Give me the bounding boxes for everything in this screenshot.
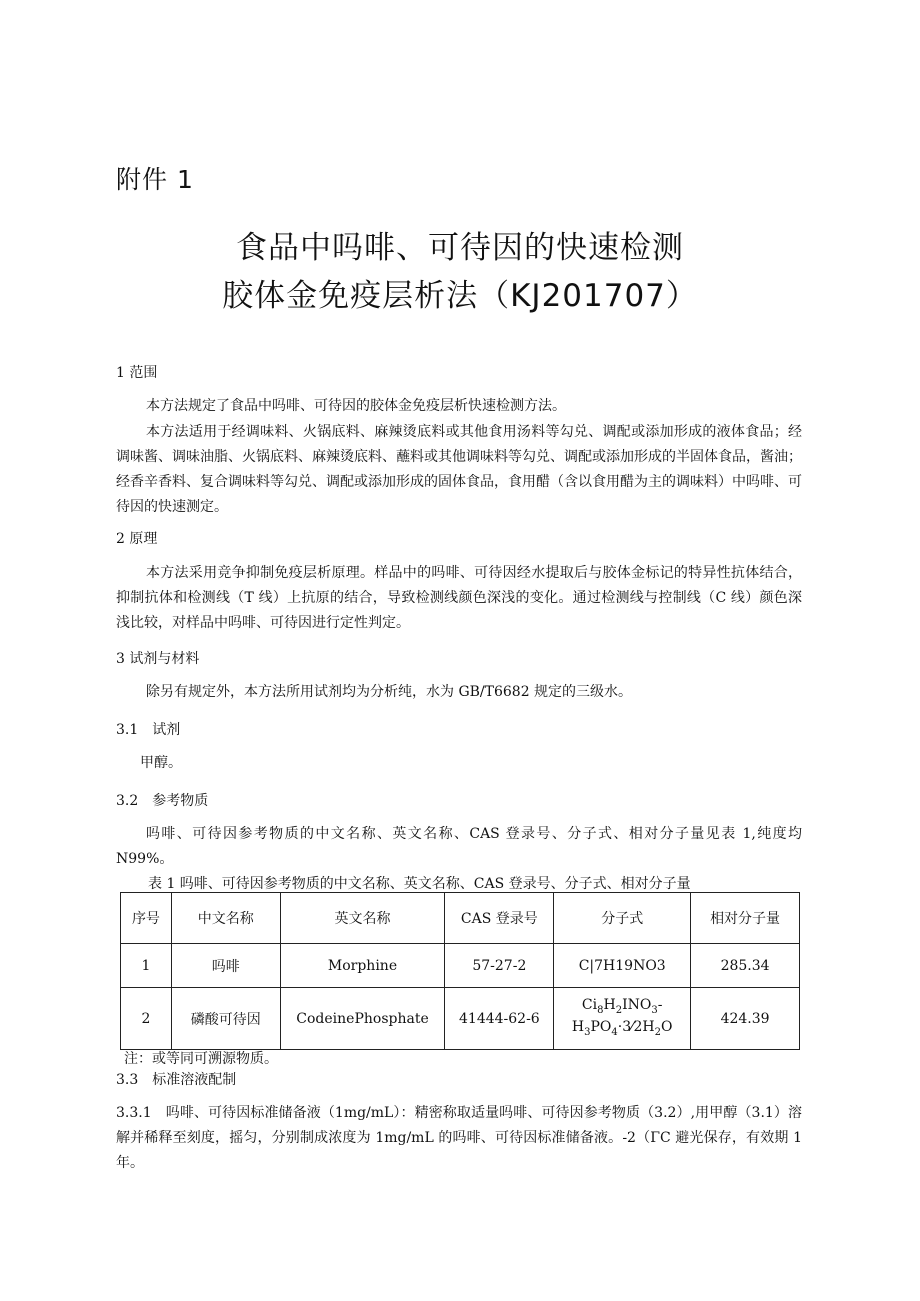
table-note: 注：或等同可溯源物质。 xyxy=(124,1051,278,1067)
table-cell: 41444-62-6 xyxy=(445,988,554,1050)
table-cell: 磷酸可待因 xyxy=(171,988,280,1050)
table-header-row xyxy=(121,893,800,944)
table-cell: 吗啡 xyxy=(171,944,280,988)
formula-sub: 2 xyxy=(615,1004,623,1016)
section-3-2-text: 吗啡、可待因参考物质的中文名称、英文名称、CAS 登录号、分子式、相对分子量见表 1,纯度均 N99%。 xyxy=(116,826,802,867)
table-cell: 424.39 xyxy=(691,988,800,1050)
header-cell: 序号 xyxy=(121,893,172,944)
formula-sub: 3 xyxy=(584,1026,591,1038)
section-3-2-heading: 3.2 参考物质 xyxy=(116,793,209,809)
formula-cell xyxy=(554,988,691,1050)
section-3-heading: 3 试剂与材料 xyxy=(116,651,200,667)
annex-label: 附件 1 xyxy=(116,165,194,194)
table-cell: Morphine xyxy=(280,944,445,988)
title-line-1: 食品中吗啡、可待因的快速检测 xyxy=(236,230,684,266)
formula-part: INO xyxy=(622,996,652,1013)
section-2-paragraph: 本方法采用竞争抑制免疫层析原理。样品中的吗啡、可待因经水提取后与胶体金标记的特异性抗体结合，抑制抗体和检测线（T 线）上抗原的结合，导致检测线颜色深浅的变化。通过检测线与控制线（C 线）颜色深浅比较，对样品中吗啡、可待因进行定性判定。 xyxy=(116,565,802,631)
table-cell: CodeinePhosphate xyxy=(280,988,445,1050)
section-1-paragraph-2: 本方法适用于经调味料、火锅底料、麻辣烫底料或其他食用汤料等勾兑、调配或添加形成的液体食品；经调味酱、调味油脂、火锅底料、麻辣烫底料、蘸料或其他调味料等勾兑、调配或添加形成的半固体食品，酱油；经香辛香料、复合调味料等勾兑、调配或添加形成的固体食品，食用醋（含以食用醋为主的调味料）中吗啡、可待因的快速测定。 xyxy=(116,424,802,515)
formula-part: PO xyxy=(590,1018,612,1035)
formula-part: ·3⁄2H xyxy=(617,1018,655,1035)
formula-sub: 8 xyxy=(597,1004,604,1016)
table-row xyxy=(121,988,800,1050)
header-cell: 中文名称 xyxy=(171,893,280,944)
header-cell: CAS 登录号 xyxy=(445,893,554,944)
formula-part: - xyxy=(657,996,663,1013)
section-3-3-heading: 3.3 标准溶液配制 xyxy=(116,1072,237,1088)
table-cell: C|7H19NO3 xyxy=(554,944,691,988)
title-line-2: 胶体金免疫层析法（KJ201707） xyxy=(222,278,698,314)
formula-sub: 4 xyxy=(611,1026,618,1038)
table-row xyxy=(121,944,800,988)
reference-table xyxy=(120,892,800,1050)
section-3-1-text: 甲醇。 xyxy=(140,755,182,771)
section-3-1-heading: 3.1 试剂 xyxy=(116,722,181,738)
formula-part: H xyxy=(603,996,616,1013)
table-cell: 2 xyxy=(121,988,172,1050)
header-cell: 分子式 xyxy=(554,893,691,944)
table-cell: 1 xyxy=(121,944,172,988)
header-cell: 相对分子量 xyxy=(691,893,800,944)
table-cell: 285.34 xyxy=(691,944,800,988)
table-cell: 57-27-2 xyxy=(445,944,554,988)
formula-sub: 3 xyxy=(651,1004,658,1016)
section-1-heading: 1 范围 xyxy=(116,365,158,381)
formula-part: O xyxy=(660,1018,673,1035)
section-1-paragraph-1: 本方法规定了食品中吗啡、可待因的胶体金免疫层析快速检测方法。 xyxy=(146,398,566,414)
section-3-3-1-paragraph: 3.3.1 吗啡、可待因标准储备液（1mg/mL）：精密称取适量吗啡、可待因参考物质（3.2）,用甲醇（3.1）溶解并稀释至刻度，摇匀，分别制成浓度为 1mg/mL 的吗啡、可待因标准储备液。-2（ΓC 避光保存，有效期 1 年。 xyxy=(116,1105,802,1171)
table-caption: 表 1 吗啡、可待因参考物质的中文名称、英文名称、CAS 登录号、分子式、相对分子量 xyxy=(148,876,691,892)
formula-part: H xyxy=(571,1018,585,1035)
section-3-paragraph: 除另有规定外，本方法所用试剂均为分析纯，水为 GB/T6682 规定的三级水。 xyxy=(146,684,633,700)
header-cell: 英文名称 xyxy=(280,893,445,944)
formula-sub: 2 xyxy=(654,1026,661,1038)
section-2-heading: 2 原理 xyxy=(116,531,158,547)
formula-part: Ci xyxy=(581,996,598,1013)
